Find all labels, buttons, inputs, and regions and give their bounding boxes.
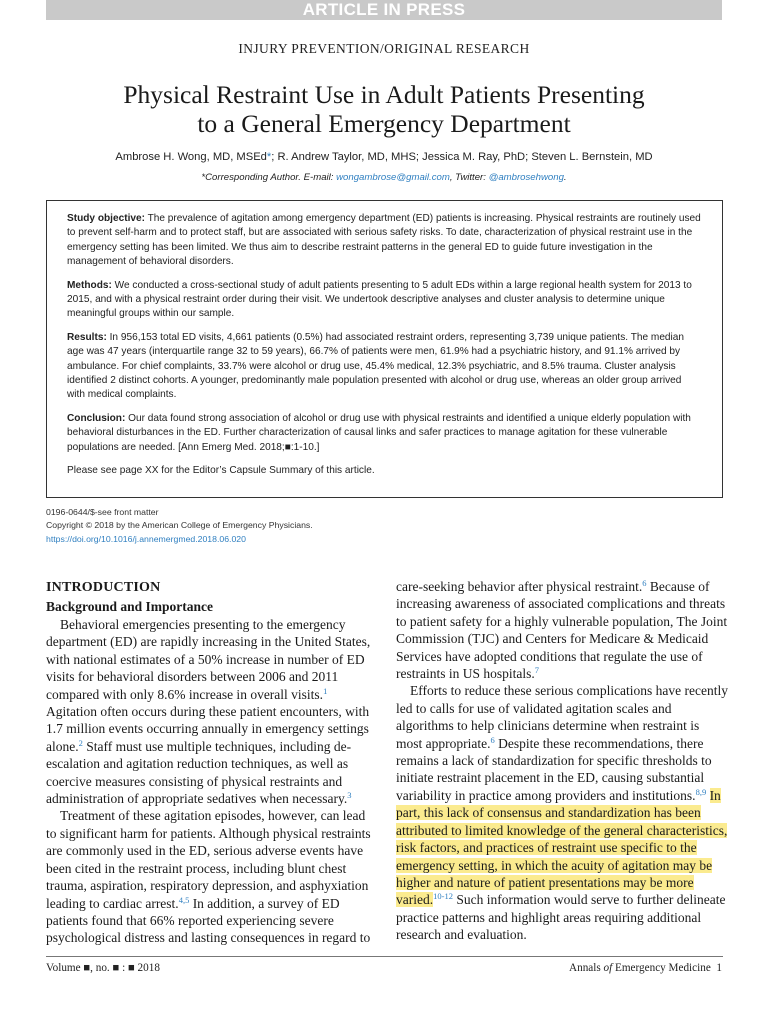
citation-link[interactable]: 4,5 — [178, 894, 190, 905]
right-column — [396, 578, 728, 944]
footer-volume: Volume ■, no. ■ : ■ 2018 — [46, 962, 160, 974]
article-in-press-banner: ARTICLE IN PRESS — [46, 0, 722, 20]
results-text: In 956,153 total ED visits, 4,661 patients (0.5%) had associated restraint orders, representing 3,739 unique patients. The median age was 47 years (interquartile range 32 to 59 years), 66.7% of patients were men, 61.9% had a psychiatric history, and 91.1% arrived by ambulance. For chief complaints, 33.7% were alcohol or drug use, 45.4% medical, 12.3% psychiatric, and 8.5% trauma. Cluster analysis identified 2 distinct cohorts. A younger, predominantly male population presented with alcohol or drug use, whereas an older group arrived with medical complaints. — [67, 332, 685, 401]
p2-text-b: In addition, a survey of ED patients found that 66% reported experiencing severe psychological distress and lasting consequences in regard to — [46, 895, 371, 946]
title-line-2: to a General Emergency Department — [197, 109, 571, 138]
corr-prefix: *Corresponding Author. E-mail: — [201, 172, 337, 183]
introduction-heading: INTRODUCTION — [46, 580, 161, 595]
twitter-link[interactable]: @ambrosehwong — [488, 172, 564, 183]
citation-link[interactable]: 2 — [78, 737, 83, 748]
abstract-results — [67, 331, 702, 402]
intro-paragraph-3 — [396, 578, 728, 682]
p3-text-a: care-seeking behavior after physical restraint. — [396, 579, 643, 594]
citation-link[interactable]: 1 — [323, 685, 328, 696]
journal-name-of: of — [603, 962, 613, 974]
highlighted-passage[interactable]: In part, this lack of consensus and standardization has been attributed to limited knowledge of the general characteristics, risk factors, and practices of restraint use specific to the emergency setting, in which the acuity of agitation may be higher and nature of patient presentations may be more varied. — [396, 787, 728, 908]
citation-link[interactable]: 8,9 — [695, 786, 707, 797]
footer-journal — [569, 962, 722, 974]
intro-paragraph-2 — [46, 807, 378, 946]
email-link[interactable]: wongambrose@gmail.com — [336, 172, 450, 183]
p1-text-a: Behavioral emergencies presenting to the emergency department (ED) are rapidly increasing in the United States, with national estimates of a 50% increase in number of ED visits for behavioral disorders between 2006 and 2011 compared with only 8.6% increase in overall visits. — [46, 617, 371, 702]
methods-text: We conducted a cross-sectional study of adult patients presenting to 5 adult EDs within a large regional health system for 2013 to 2015, and with a physical restraint order during their visit. We undertook descriptive analyses and cluster analysis to determine unique meaningful groups within our sample. — [67, 279, 692, 320]
p2-text-a: Treatment of these agitation episodes, however, can lead to significant harm for patients. Although physical restraints are commonly used in the ED, serious adverse events have been cited in the restraint process, including blunt chest trauma, aspiration, respiratory depression, and asphyxiation leading to cardiac arrest. — [46, 808, 371, 911]
p4-text-b: Despite these recommendations, there remains a lack of standardization for specific thresholds to initiate restraint placement in the ED, causing substantial variability in practice among providers and institutions. — [396, 735, 712, 803]
objective-text: The prevalence of agitation among emergency department (ED) patients is increasing. Physical restraints are routinely used to prevent self-harm and to protect staff, but are associated with serious safety risks. To date, characterization of physical restraint use in the emergency setting has been limited. We thus aim to describe restraint patterns in the general ED to guide future investigation in the management of behavioral disorders. — [67, 213, 701, 267]
page-number: 1 — [716, 962, 722, 974]
section-label: INJURY PREVENTION/ORIGINAL RESEARCH — [238, 41, 530, 56]
title-line-1: Physical Restraint Use in Adult Patients Presenting — [123, 80, 645, 109]
footer-divider — [46, 956, 723, 957]
corresponding-author-mark[interactable]: * — [266, 151, 272, 163]
methods-label: Methods: — [67, 279, 112, 291]
left-column — [46, 578, 378, 947]
author-1: Ambrose H. Wong, MD, MSEd — [115, 151, 267, 163]
corresponding-author-info — [30, 172, 738, 183]
intro-paragraph-4 — [396, 682, 728, 943]
journal-name-post: Emergency Medicine — [612, 962, 711, 974]
citation-link[interactable]: 6 — [642, 578, 647, 588]
front-matter — [46, 506, 446, 546]
citation-link[interactable]: 10-12 — [433, 891, 453, 902]
doi-link[interactable]: https://doi.org/10.1016/j.annemergmed.2018.06.020 — [46, 533, 246, 544]
results-label: Results: — [67, 332, 107, 344]
capsule-note: Please see page XX for the Editor’s Capsule Summary of this article. — [67, 465, 375, 477]
p1-text-c: Staff must use multiple techniques, including de-escalation and agitation reduction techniques, as well as coercive measures consisting of physical restraints and administration of appropriate sedatives when necessary. — [46, 738, 352, 807]
abstract-box — [46, 200, 723, 498]
p3-text-b: Because of increasing awareness of associated complications and threats to patient safety for a highly vulnerable population, The Joint Commission (TJC) and Centers for Medicare & Medicaid Services have adopted conditions that regulate the use of restraints in US hospitals. — [396, 579, 728, 682]
abstract-methods — [67, 279, 702, 322]
article-title — [60, 80, 708, 138]
other-authors: ; R. Andrew Taylor, MD, MHS; Jessica M. Ray, PhD; Steven L. Bernstein, MD — [271, 151, 653, 163]
p4-text-d: Such information would serve to further delineate practice patterns and highlight areas requiring additional research and evaluation. — [396, 892, 726, 943]
p1-text-b: Agitation often occurs during these patient encounters, with 1.7 million events occurring annually in emergency settings alone. — [46, 704, 370, 754]
abstract-conclusion — [67, 412, 702, 455]
citation-link[interactable]: 6 — [490, 734, 495, 745]
copyright-line: Copyright © 2018 by the American College of Emergency Physicians. — [46, 520, 313, 531]
corr-end: . — [563, 172, 567, 183]
objective-label: Study objective: — [67, 213, 145, 224]
conclusion-text: Our data found strong association of alcohol or drug use with physical restraints and identified a unique elderly population with behavioral disturbances in the ED. Further characterization of causal links and safer practices to manage agitation for these vulnerable populations are needed. [Ann Emerg Med. 2018;■:1-10.] — [67, 413, 691, 453]
issn-line: 0196-0644/$-see front matter — [46, 507, 159, 517]
background-heading: Background and Importance — [46, 599, 214, 614]
conclusion-label: Conclusion: — [67, 413, 126, 425]
abstract-objective — [67, 212, 702, 269]
corr-mid: , Twitter: — [449, 172, 489, 183]
citation-link[interactable]: 7 — [534, 665, 539, 676]
author-list — [30, 151, 738, 163]
journal-name-pre: Annals — [569, 962, 604, 974]
citation-link[interactable]: 3 — [347, 790, 352, 801]
intro-paragraph-1 — [46, 616, 378, 807]
p4-text-a: Efforts to reduce these serious complications have recently led to calls for use of validated agitation scales and algorithms to help clinicians determine when restraint is most appropriate. — [396, 683, 729, 751]
